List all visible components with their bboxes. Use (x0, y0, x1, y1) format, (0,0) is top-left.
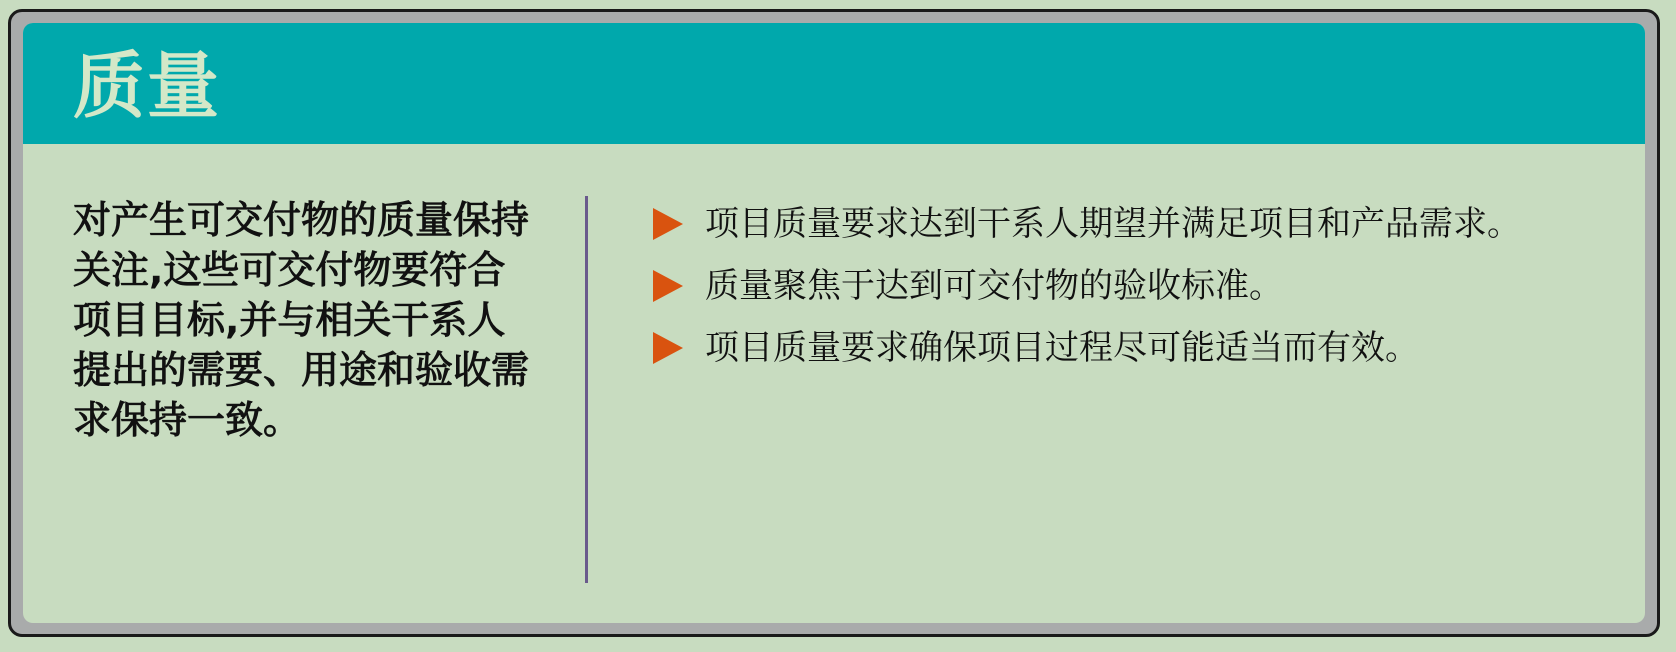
triangle-right-icon (653, 270, 683, 302)
bullet-text: 质量聚焦于达到可交付物的验收标准。 (705, 266, 1283, 306)
triangle-right-icon (653, 332, 683, 364)
bullet-text: 项目质量要求达到干系人期望并满足项目和产品需求。 (705, 204, 1521, 244)
slide-frame (8, 9, 1660, 637)
definition-text: 对产生可交付物的质量保持关注,这些可交付物要符合项目目标,并与相关干系人提出的需要、用途和验收需求保持一致。 (73, 198, 530, 442)
slide-card (23, 23, 1645, 623)
bullet-text: 项目质量要求确保项目过程尽可能适当而有效。 (705, 328, 1419, 368)
title-bar (23, 23, 1645, 144)
slide-title: 质量 (73, 44, 222, 128)
vertical-divider (585, 196, 588, 583)
triangle-right-icon (653, 208, 683, 240)
